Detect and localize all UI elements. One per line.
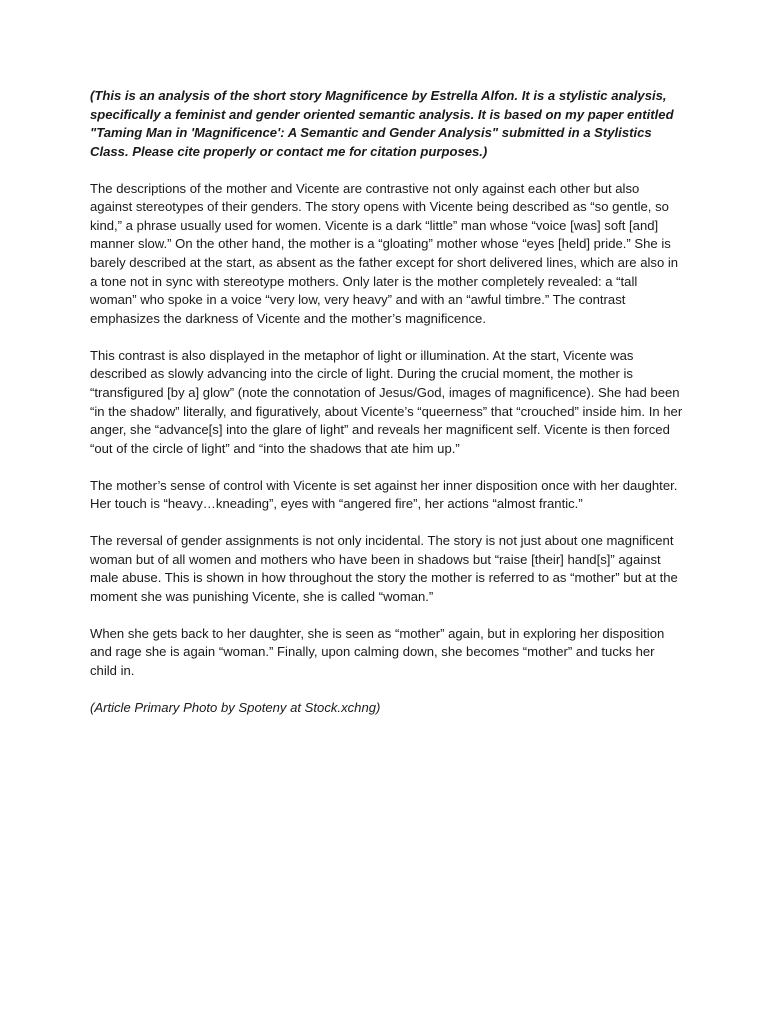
body-paragraph: This contrast is also displayed in the metaphor of light or illumination. At the start, Vicente was described as slowly advancing into the circle of light. During the crucial moment, the mother is “transfigured [by a] glow” (note the connotation of Jesus/God, images of magnificence). She had been “in the shadow” literally, and figuratively, about Vicente’s “queerness” that “crouched” inside him. In her anger, she “advance[s] into the glare of light” and reveals her magnificent self. Vicente is then forced “out of the circle of light” and “into the shadows that ate him up.” <box>90 347 683 456</box>
intro-note: (This is an analysis of the short story Magnificence by Estrella Alfon. It is a stylistic analysis, specifically a feminist and gender oriented semantic analysis. It is based on my paper entitled "Taming Man in 'Magnificence': A Semantic and Gender Analysis" submitted in a Stylistics Class. Please cite properly or contact me for citation purposes.) <box>90 88 674 159</box>
body-paragraph: The descriptions of the mother and Vicente are contrastive not only against each other but also against stereotypes of their genders. The story opens with Vicente being described as “so gentle, so kind,” a phrase usually used for women. Vicente is a dark “little” man whose “voice [was] soft [and] manner slow.” On the other hand, the mother is a “gloating” mother whose “eyes [held] pride.” She is barely described at the start, as absent as the father except for short delivered lines, which are also in a tone not in sync with stereotype mothers. Only later is the mother completely revealed: a “tall woman” who spoke in a voice “very low, very heavy” and with an “awful timbre.” The contrast emphasizes the darkness of Vicente and the mother’s magnificence. <box>90 180 679 326</box>
body-paragraph: The reversal of gender assignments is not only incidental. The story is not just about one magnificent woman but of all women and mothers who have been in shadows but “raise [their] hand[s]” against male abuse. This is shown in how throughout the story the mother is referred to as “mother” but at the moment she was punishing Vicente, she is called “woman.” <box>90 533 678 604</box>
body-paragraph: When she gets back to her daughter, she is seen as “mother” again, but in exploring her disposition and rage she is again “woman.” Finally, upon calming down, she becomes “mother” and tucks her child in. <box>90 625 665 678</box>
body-paragraph: The mother’s sense of control with Vicente is set against her inner disposition once with her daughter. Her touch is “heavy…kneading”, eyes with “angered fire”, her actions “almost frantic.” <box>90 477 678 512</box>
document-page <box>90 87 684 736</box>
photo-credit: (Article Primary Photo by Spoteny at Stock.xchng) <box>90 699 381 715</box>
